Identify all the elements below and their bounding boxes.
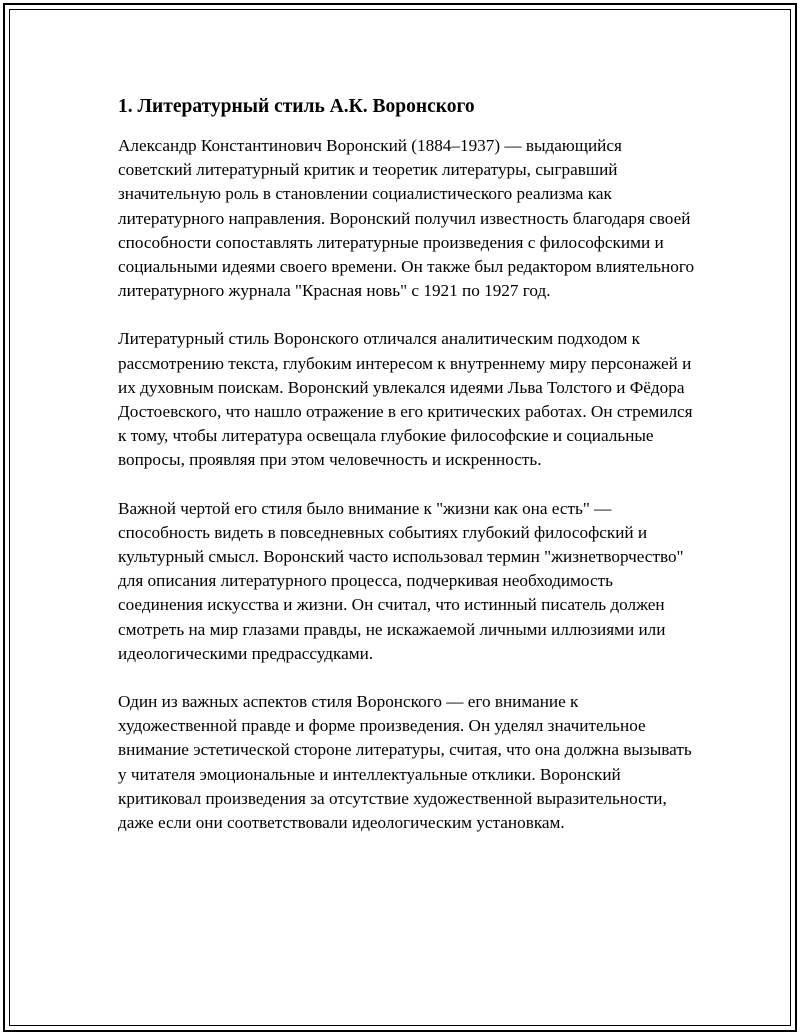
document-body (118, 94, 698, 835)
section-heading: 1. Литературный стиль А.К. Воронского (118, 96, 475, 117)
paragraph-intro: Александр Константинович Воронский (1884–1937) — выдающийся советский литературный критик и теоретик литературы, сыгравший значительную роль в становлении социалистического реализма как литературного направления. Воронский получил известность благодаря своей способности сопоставлять литературные произведения с философскими и социальными идеями своего времени. Он также был редактором влиятельного литературного журнала "Красная новь" с 1921 по 1927 год. (118, 136, 695, 301)
paragraph-style: Литературный стиль Воронского отличался аналитическим подходом к рассмотрению текста, глубоким интересом к внутреннему миру персонажей и их духовным поискам. Воронский увлекался идеями Льва Толстого и Фёдора Достоевского, что нашло отражение в его критических работах. Он стремился к тому, чтобы литература освещала глубокие философские и социальные вопросы, проявляя при этом человечность и искренность. (118, 329, 693, 470)
paragraph-artistic-truth: Один из важных аспектов стиля Воронского — его внимание к художественной правде и форме произведения. Он уделял значительное внимание эстетической стороне литературы, считая, что она должна вызывать у читателя эмоциональные и интеллектуальные отклики. Воронский критиковал произведения за отсутствие художественной выразительности, даже если они соответствовали идеологическим установкам. (118, 692, 692, 833)
paragraph-life-as-is: Важной чертой его стиля было внимание к "жизни как она есть" — способность видеть в повседневных событиях глубокий философский и культурный смысл. Воронский часто использовал термин "жизнетворчество" для описания литературного процесса, подчеркивая необходимость соединения искусства и жизни. Он считал, что истинный писатель должен смотреть на мир глазами правды, не искажаемой личными иллюзиями или идеологическими предрассудками. (118, 498, 684, 663)
